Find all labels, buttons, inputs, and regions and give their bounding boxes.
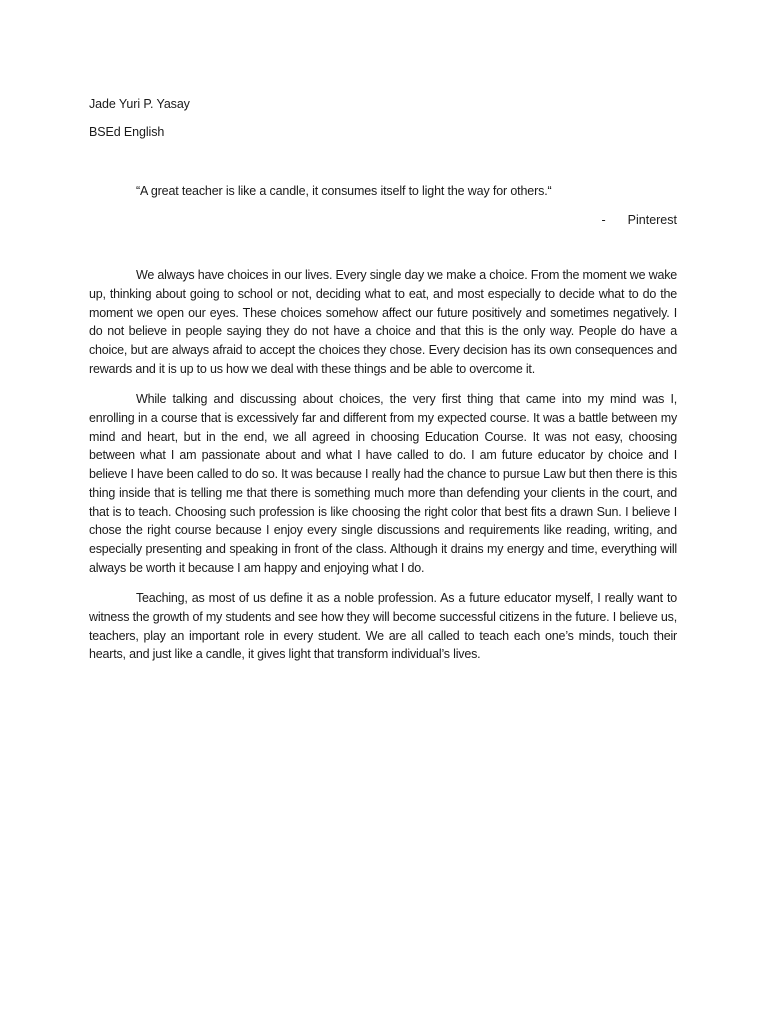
author-name: Jade Yuri P. Yasay xyxy=(89,97,190,111)
attribution-source: Pinterest xyxy=(627,213,677,227)
epigraph-quote: “A great teacher is like a candle, it consumes itself to light the way for others.“ xyxy=(136,184,552,198)
paragraph-1: We always have choices in our lives. Every single day we make a choice. From the moment we wake up, thinking about going to school or not, deciding what to eat, and most especially to decide what to do the moment we open our eyes. These choices somehow affect our future positively and sometimes negatively. I do not believe in people saying they do not have a choice and that this is the only way. People do have a choice, but are always afraid to accept the choices they chose. Every decision has its own consequences and rewards and it is up to us how we deal with these things and be able to overcome it. xyxy=(89,268,677,376)
epigraph-attribution xyxy=(601,212,677,228)
essay-body xyxy=(89,266,677,676)
paragraph-3: Teaching, as most of us define it as a noble profession. As a future educator myself, I really want to witness the growth of my students and see how they will become successful citizens in the future. I believe us, teachers, play an important role in every student. We are all called to teach each one’s minds, touch their hearts, and just like a candle, it gives light that transform individual’s lives. xyxy=(89,591,677,662)
attribution-dash: - xyxy=(601,213,606,227)
course-name: BSEd English xyxy=(89,125,165,139)
paragraph-2: While talking and discussing about choices, the very first thing that came into my mind was I, enrolling in a course that is excessively far and different from my expected course. It was a battle between my mind and heart, but in the end, we all agreed in choosing Education Course. It was not easy, choosing between what I am passionate about and what I have called to do. I am future educator by choice and I believe I have been called to do so. It was because I really had the chance to pursue Law but then there is this thing inside that is telling me that there is something much more than defending your clients in the court, and that is to teach. Choosing such profession is like choosing the right color that best fits a drawn Sun. I believe I chose the right course because I enjoy every single discussions and requirements like reading, writing, and especially presenting and speaking in front of the class. Although it drains my energy and time, everything will always be worth it because I am happy and enjoying what I do. xyxy=(89,392,677,575)
